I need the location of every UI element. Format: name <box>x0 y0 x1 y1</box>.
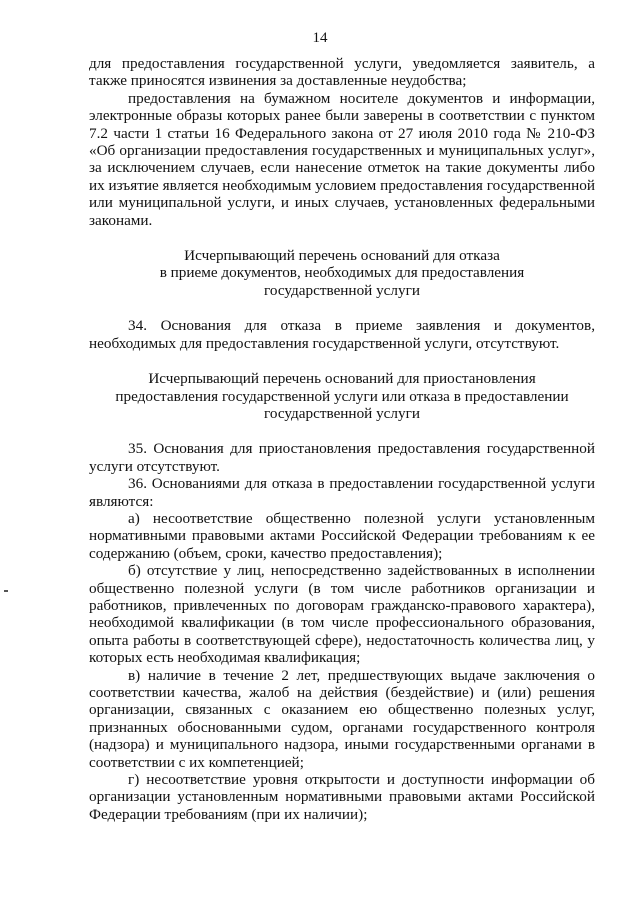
paragraph: г) несоответствие уровня открытости и доступности информации об организации установленным нормативными правовыми актами Российской Федерации требованиям (при их наличии); <box>89 771 595 823</box>
paragraph: для предоставления государственной услуги, уведомляется заявитель, а также приносятся извинения за доставленные неудобства; <box>89 55 595 90</box>
section-heading-line: предоставления государственной услуги или отказа в предоставлении <box>115 387 569 405</box>
paragraph: в) наличие в течение 2 лет, предшествующих выдаче заключения о соответствии качества, жалоб на действия (бездействие) и (или) решения организации, связанных с оказанием ею общественно полезных услуг, признанных обоснованными судом, органами государственного контроля (надзора) и муниципального надзора, иными государственными органами в соответствии с их компетенцией; <box>89 666 595 771</box>
section-heading-line: Исчерпывающий перечень оснований для приостановления <box>148 370 536 388</box>
page-number: 14 <box>312 30 328 46</box>
section-heading-line: Исчерпывающий перечень оснований для отказа <box>184 247 500 265</box>
section-heading <box>89 370 595 422</box>
paragraph: а) несоответствие общественно полезной услуги установленным нормативными правовыми актами Российской Федерации требованиям к ее содержанию (объем, сроки, качество предоставления); <box>89 509 595 562</box>
paragraph: предоставления на бумажном носителе документов и информации, электронные образы которых ранее были заверены в соответствии с пунктом 7.2 части 1 статьи 16 Федерального закона от 27 июля 2010 года № 210-ФЗ «Об организации предоставления государственных и муниципальных услуг», за исключением случаев, если нанесение отметок на такие документы либо их изъятие является необходимым условием предоставления государственной или муниципальной услуги, и иных случаев, установленных федеральными законами. <box>89 89 595 229</box>
section-heading <box>89 247 595 299</box>
section-heading-line: государственной услуги <box>264 404 420 422</box>
document-body <box>89 55 595 823</box>
paragraph: 34. Основания для отказа в приеме заявления и документов, необходимых для предоставления государственной услуги, отсутствуют. <box>89 317 595 352</box>
paragraph: 36. Основаниями для отказа в предоставлении государственной услуги являются: <box>89 475 595 510</box>
paragraph: б) отсутствие у лиц, непосредственно задействованных в исполнении общественно полезной услуги (в том числе работников организации и работников, привлеченных по договорам гражданско-правового характера), необходимой квалификации (в том числе профессионального образования, опыта работы в соответствующей сфере), недостаточность количества лиц, у которых есть необходимая квалификация; <box>89 562 595 667</box>
section-heading-line: государственной услуги <box>264 281 420 299</box>
paragraph: 35. Основания для приостановления предоставления государственной услуги отсутствуют. <box>89 440 595 475</box>
section-heading-line: в приеме документов, необходимых для предоставления <box>159 264 525 282</box>
margin-mark <box>4 590 8 592</box>
